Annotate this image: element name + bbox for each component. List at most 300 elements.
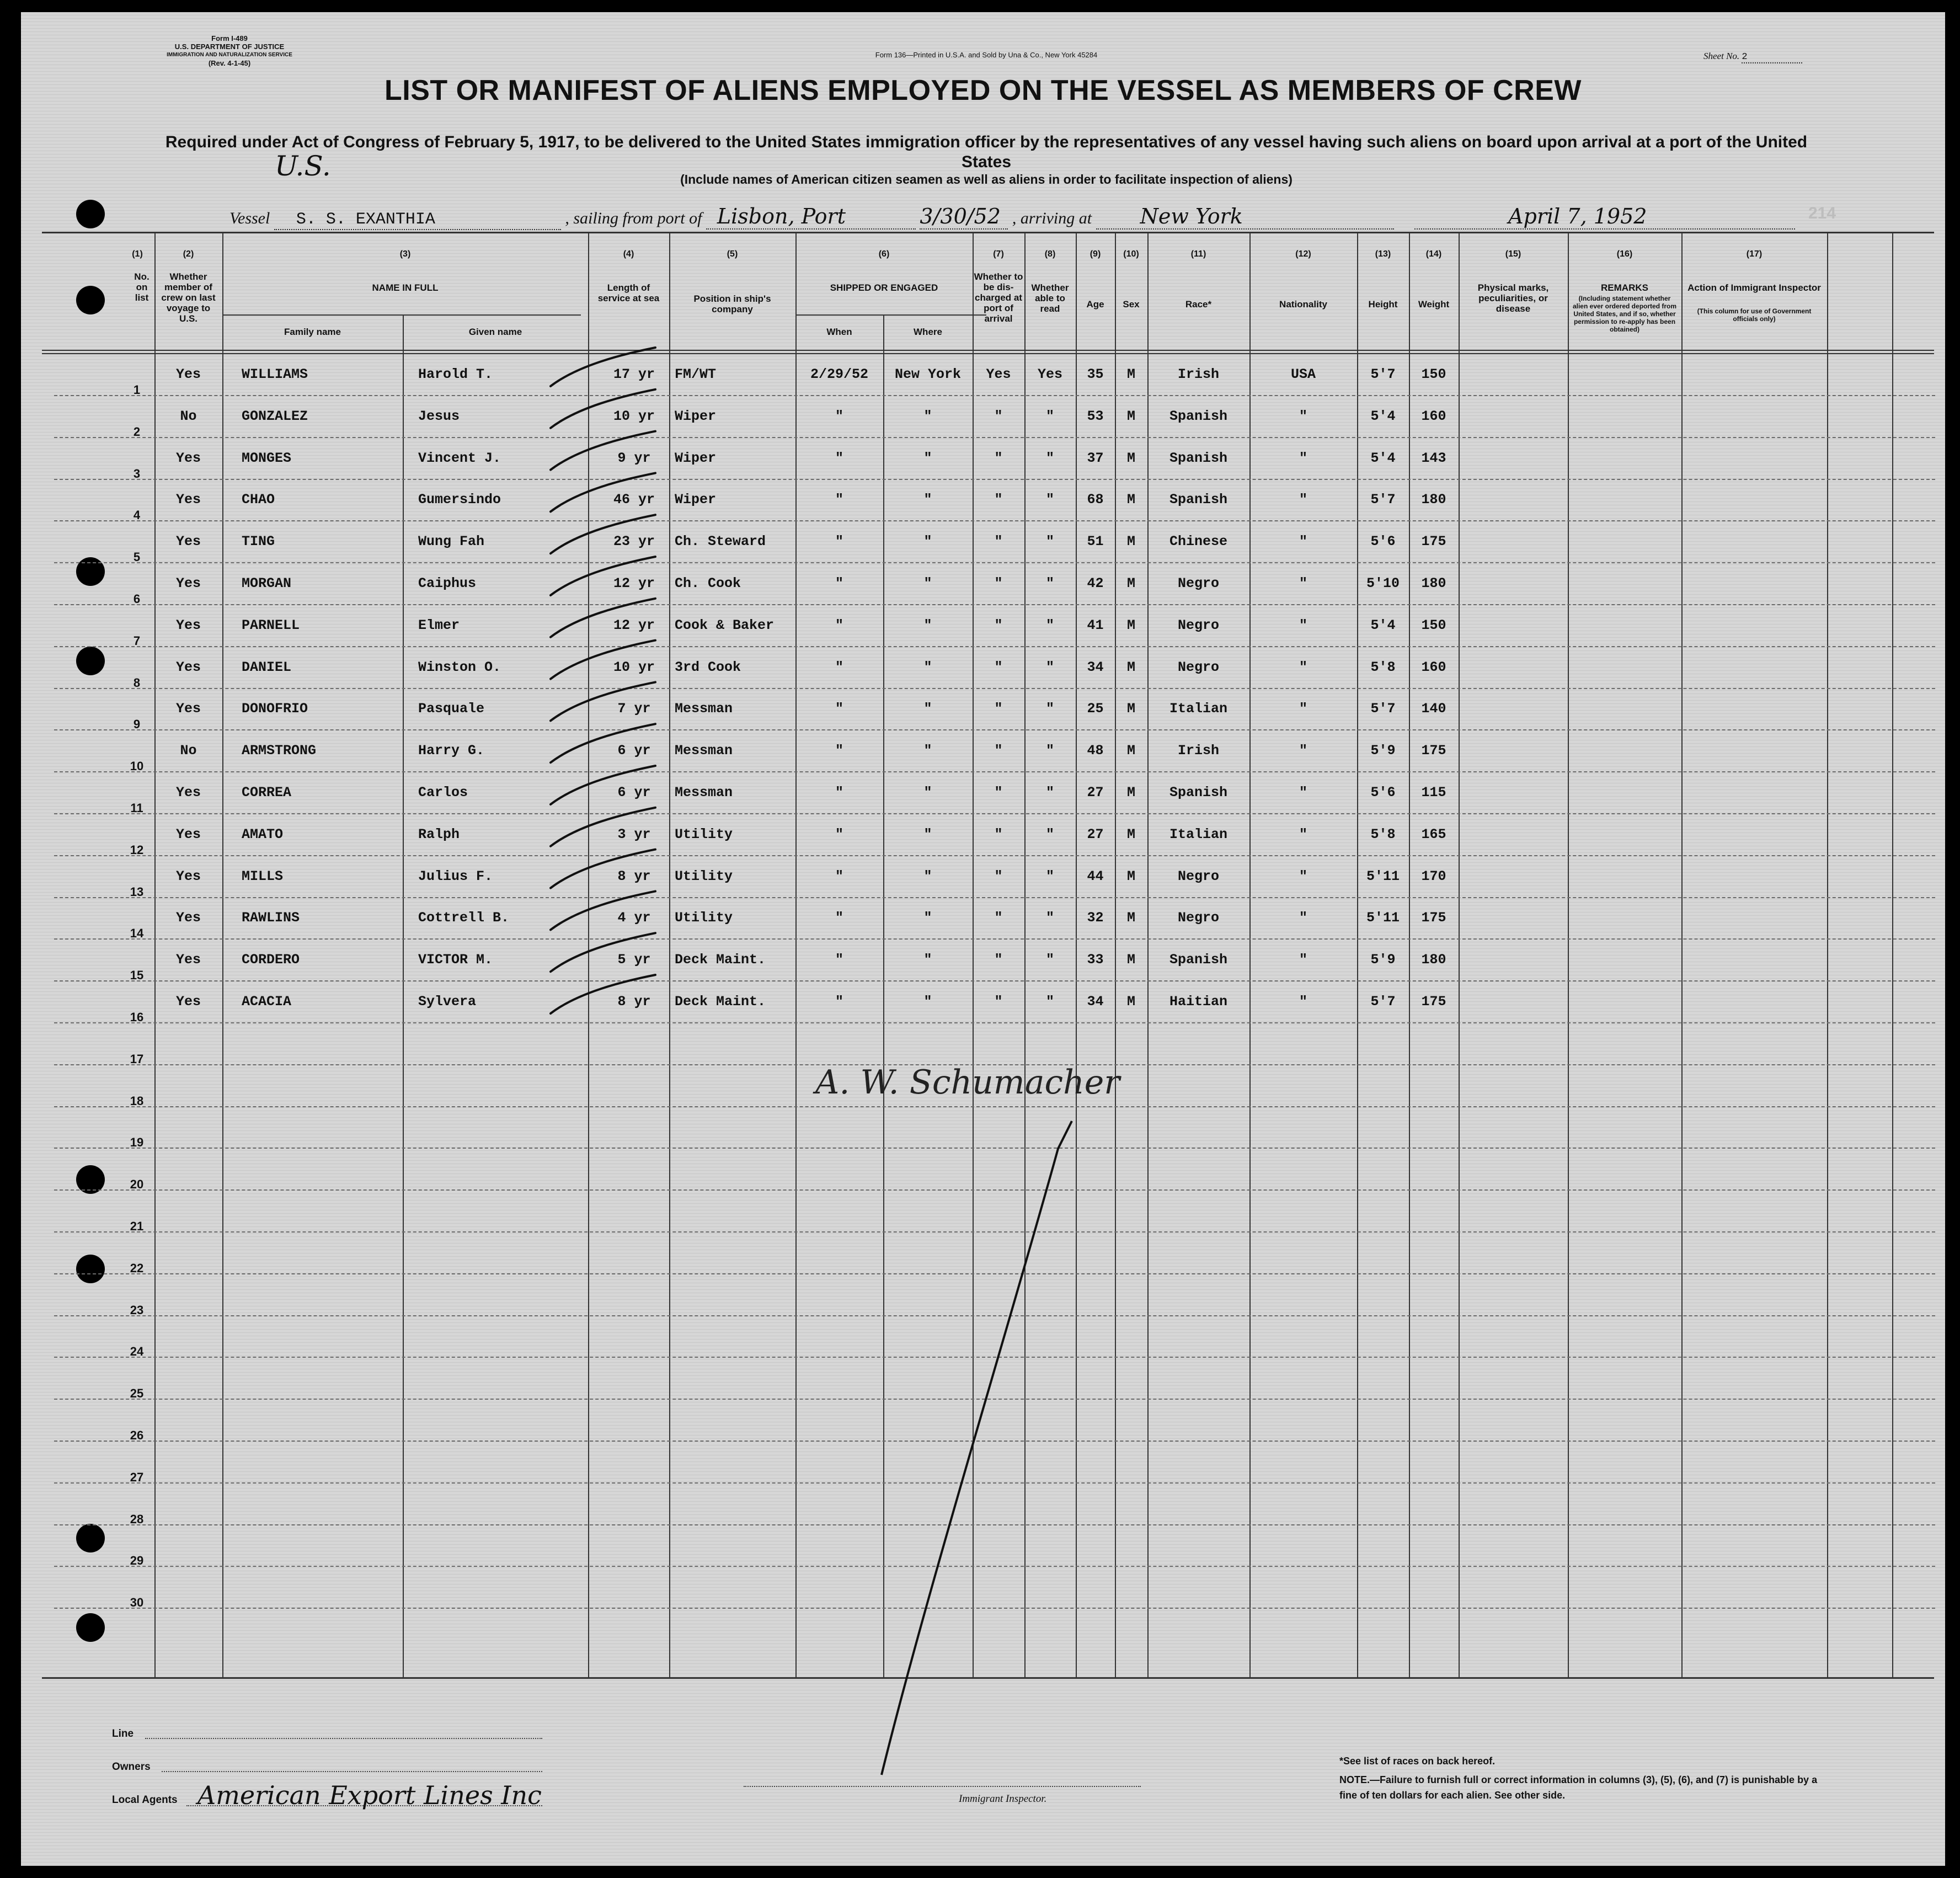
cell-age: 42 bbox=[1087, 575, 1104, 591]
vessel-name: S. S. EXANTHIA bbox=[274, 210, 561, 230]
races-note: *See list of races on back hereof. bbox=[1339, 1756, 1496, 1767]
cell-weight: 180 bbox=[1421, 575, 1446, 591]
cell-where: New York bbox=[894, 366, 962, 382]
agent-signature: American Export Lines Inc bbox=[197, 1780, 542, 1810]
page-stamp: 214 bbox=[1808, 204, 1836, 222]
row-number: 3 bbox=[133, 466, 141, 481]
row-number: 14 bbox=[130, 926, 144, 941]
subheader-when: When bbox=[826, 327, 852, 337]
cell-position: Utility bbox=[675, 910, 733, 926]
cell-sex: M bbox=[1126, 826, 1135, 842]
cell-discharged: " bbox=[994, 533, 1003, 550]
check-stroke bbox=[551, 348, 655, 386]
cell-discharged: " bbox=[994, 701, 1003, 717]
cell-height: 5'6 bbox=[1370, 533, 1396, 550]
cell-sex: M bbox=[1126, 408, 1135, 424]
col-num-7: (7) bbox=[993, 249, 1004, 259]
cell-weight: 170 bbox=[1421, 868, 1446, 884]
cell-where: " bbox=[923, 450, 932, 466]
cell-crew: Yes bbox=[175, 617, 201, 633]
sheet-label: Sheet No. bbox=[1703, 51, 1740, 61]
cell-position: FM/WT bbox=[675, 366, 717, 382]
cell-when: " bbox=[835, 450, 843, 466]
cell-read: Yes bbox=[1037, 366, 1062, 382]
cell-read: " bbox=[1045, 826, 1054, 842]
cell-race: Negro bbox=[1177, 575, 1219, 591]
cell-given: Cottrell B. bbox=[418, 910, 510, 926]
cell-read: " bbox=[1045, 450, 1054, 466]
check-stroke bbox=[551, 431, 655, 470]
cell-weight: 115 bbox=[1421, 785, 1446, 801]
cell-weight: 160 bbox=[1421, 659, 1446, 675]
cell-discharged: " bbox=[994, 785, 1003, 801]
row-number: 6 bbox=[133, 592, 141, 606]
cell-nationality: " bbox=[1299, 575, 1307, 591]
col-header-race: Race* bbox=[1185, 299, 1212, 310]
cell-read: " bbox=[1045, 617, 1054, 633]
cell-family: WILLIAMS bbox=[242, 366, 308, 382]
col-header-read: Whether able to read bbox=[1031, 282, 1069, 314]
cell-read: " bbox=[1045, 533, 1054, 550]
cell-sex: M bbox=[1126, 701, 1135, 717]
col-header-action: Action of Immigrant Inspector bbox=[1687, 282, 1821, 293]
check-stroke bbox=[551, 891, 655, 930]
cell-service: 8 yr bbox=[617, 868, 651, 884]
row-number: 18 bbox=[130, 1093, 144, 1108]
col-header-remarks: REMARKS bbox=[1601, 282, 1648, 293]
cell-where: " bbox=[923, 701, 932, 717]
col-num-10: (10) bbox=[1123, 249, 1139, 259]
cell-height: 5'7 bbox=[1370, 701, 1396, 717]
cell-age: 34 bbox=[1087, 659, 1104, 675]
cell-height: 5'10 bbox=[1366, 575, 1400, 591]
cell-given: Vincent J. bbox=[418, 450, 501, 466]
cell-race: Spanish bbox=[1169, 785, 1228, 801]
row-number: 17 bbox=[130, 1052, 144, 1066]
col-num-13: (13) bbox=[1375, 249, 1391, 259]
cell-when: " bbox=[835, 743, 843, 759]
cell-when: " bbox=[835, 533, 843, 550]
cell-given: Carlos bbox=[418, 785, 468, 801]
cell-service: 12 yr bbox=[613, 617, 655, 633]
row-number: 23 bbox=[130, 1303, 144, 1317]
cell-height: 5'4 bbox=[1370, 617, 1396, 633]
form-number: Form I-489 bbox=[211, 34, 248, 42]
revision: (Rev. 4-1-45) bbox=[208, 59, 251, 67]
cell-sex: M bbox=[1126, 994, 1135, 1010]
cell-when: " bbox=[835, 868, 843, 884]
cell-position: Messman bbox=[675, 743, 733, 759]
cell-position: Ch. Steward bbox=[675, 533, 766, 550]
cell-where: " bbox=[923, 492, 932, 508]
cell-read: " bbox=[1045, 701, 1054, 717]
cell-height: 5'4 bbox=[1370, 408, 1396, 424]
cell-sex: M bbox=[1126, 659, 1135, 675]
row-number: 27 bbox=[130, 1470, 144, 1484]
cell-service: 8 yr bbox=[617, 994, 651, 1010]
cell-discharged: " bbox=[994, 952, 1003, 968]
cell-family: DANIEL bbox=[242, 659, 292, 675]
cell-height: 5'9 bbox=[1370, 743, 1396, 759]
row-number: 24 bbox=[130, 1345, 144, 1359]
cell-nationality: " bbox=[1299, 785, 1307, 801]
cell-crew: Yes bbox=[175, 826, 201, 842]
cell-read: " bbox=[1045, 659, 1054, 675]
row-number: 30 bbox=[130, 1596, 144, 1610]
row-number: 5 bbox=[133, 550, 141, 564]
vessel-label: Vessel bbox=[229, 209, 270, 227]
cell-crew: Yes bbox=[175, 868, 201, 884]
row-number: 29 bbox=[130, 1554, 144, 1568]
cell-height: 5'7 bbox=[1370, 994, 1396, 1010]
cell-service: 7 yr bbox=[617, 701, 651, 717]
col-num-4: (4) bbox=[623, 249, 634, 259]
cell-weight: 160 bbox=[1421, 408, 1446, 424]
cell-position: Messman bbox=[675, 785, 733, 801]
cell-weight: 175 bbox=[1421, 533, 1446, 550]
check-stroke bbox=[551, 724, 655, 762]
row-number: 26 bbox=[130, 1428, 144, 1442]
row-number: 22 bbox=[130, 1261, 144, 1275]
cell-service: 23 yr bbox=[613, 533, 655, 550]
cell-family: MONGES bbox=[242, 450, 292, 466]
cell-age: 48 bbox=[1087, 743, 1104, 759]
cell-race: Negro bbox=[1177, 910, 1219, 926]
sailing-label: , sailing from port of bbox=[565, 209, 702, 227]
penalty-note: NOTE.—Failure to furnish full or correct information in columns (3), (5), (6), and (7) is punishable by a fine of ten dollars for each alien. See other side. bbox=[1339, 1774, 1818, 1801]
check-stroke bbox=[551, 766, 655, 804]
service: IMMIGRATION AND NATURALIZATION SERVICE bbox=[167, 52, 292, 58]
col-num-8: (8) bbox=[1044, 249, 1056, 259]
cell-height: 5'11 bbox=[1366, 910, 1400, 926]
cell-when: " bbox=[835, 910, 843, 926]
cell-discharged: " bbox=[994, 826, 1003, 842]
col-num-6: (6) bbox=[878, 249, 890, 259]
cell-crew: Yes bbox=[175, 366, 201, 382]
row-number: 16 bbox=[130, 1010, 144, 1024]
row-number: 13 bbox=[130, 884, 144, 899]
cell-service: 6 yr bbox=[617, 785, 651, 801]
cell-when: " bbox=[835, 617, 843, 633]
check-stroke bbox=[551, 975, 655, 1013]
col-header-physical: Physical marks, peculiarities, or disease bbox=[1477, 282, 1549, 314]
cell-age: 44 bbox=[1087, 868, 1104, 884]
cell-where: " bbox=[923, 617, 932, 633]
sailing-port: Lisbon, Port bbox=[706, 204, 916, 230]
cell-height: 5'7 bbox=[1370, 492, 1396, 508]
subheader-where: Where bbox=[914, 327, 942, 337]
cell-sex: M bbox=[1126, 952, 1135, 968]
line-field bbox=[145, 1738, 542, 1739]
cell-weight: 140 bbox=[1421, 701, 1446, 717]
cell-sex: M bbox=[1126, 492, 1135, 508]
col-header-sex: Sex bbox=[1123, 299, 1140, 310]
cell-where: " bbox=[923, 533, 932, 550]
cell-nationality: " bbox=[1299, 659, 1307, 675]
manifest-sheet bbox=[21, 12, 1945, 1866]
cell-race: Spanish bbox=[1169, 952, 1228, 968]
cell-sex: M bbox=[1126, 743, 1135, 759]
cell-given: Ralph bbox=[418, 826, 460, 842]
col-header-service: Length of service at sea bbox=[597, 282, 660, 303]
cell-nationality: " bbox=[1299, 617, 1307, 633]
col-num-3: (3) bbox=[399, 249, 411, 259]
check-stroke bbox=[551, 390, 655, 428]
cell-position: Utility bbox=[675, 868, 733, 884]
cell-given: Harold T. bbox=[418, 366, 493, 382]
cell-sex: M bbox=[1126, 533, 1135, 550]
cell-age: 34 bbox=[1087, 994, 1104, 1010]
cell-height: 5'9 bbox=[1370, 952, 1396, 968]
cell-given: Harry G. bbox=[418, 743, 485, 759]
cell-crew: Yes bbox=[175, 533, 201, 550]
col-num-14: (14) bbox=[1425, 249, 1442, 259]
cell-read: " bbox=[1045, 575, 1054, 591]
cell-discharged: " bbox=[994, 994, 1003, 1010]
cell-read: " bbox=[1045, 785, 1054, 801]
sailing-date: 3/30/52 bbox=[920, 204, 1008, 230]
cell-nationality: " bbox=[1299, 533, 1307, 550]
cell-read: " bbox=[1045, 868, 1054, 884]
cell-position: 3rd Cook bbox=[675, 659, 741, 675]
col-header-height: Height bbox=[1368, 299, 1398, 310]
cell-height: 5'8 bbox=[1370, 659, 1396, 675]
cell-race: Spanish bbox=[1169, 408, 1228, 424]
cell-family: CORDERO bbox=[242, 952, 300, 968]
cell-read: " bbox=[1045, 910, 1054, 926]
cell-when: " bbox=[835, 492, 843, 508]
row-number: 8 bbox=[133, 675, 141, 690]
cell-weight: 150 bbox=[1421, 366, 1446, 382]
inspector-label: Immigrant Inspector. bbox=[959, 1793, 1047, 1805]
cell-when: " bbox=[835, 826, 843, 842]
col-header-crew: Whether member of crew on last voyage to U.S. bbox=[161, 271, 216, 324]
cell-family: CORREA bbox=[242, 785, 292, 801]
cell-given: Winston O. bbox=[418, 659, 501, 675]
cell-service: 3 yr bbox=[617, 826, 651, 842]
cell-given: Gumersindo bbox=[418, 492, 501, 508]
cell-crew: Yes bbox=[175, 785, 201, 801]
col-header-no: No. on list bbox=[134, 271, 149, 303]
col-header-name: NAME IN FULL bbox=[372, 282, 439, 293]
cell-crew: Yes bbox=[175, 575, 201, 591]
cell-age: 51 bbox=[1087, 533, 1104, 550]
cell-discharged: " bbox=[994, 408, 1003, 424]
cell-where: " bbox=[923, 575, 932, 591]
cell-sex: M bbox=[1126, 450, 1135, 466]
row-number: 1 bbox=[133, 383, 141, 397]
cell-family: GONZALEZ bbox=[242, 408, 308, 424]
cell-where: " bbox=[923, 743, 932, 759]
cell-crew: Yes bbox=[175, 450, 201, 466]
cell-service: 10 yr bbox=[613, 408, 655, 424]
col-num-5: (5) bbox=[727, 249, 738, 259]
cell-where: " bbox=[923, 826, 932, 842]
arriving-label: , arriving at bbox=[1012, 209, 1092, 227]
col-header-weight: Weight bbox=[1418, 299, 1450, 310]
cell-nationality: " bbox=[1299, 910, 1307, 926]
cell-discharged: " bbox=[994, 492, 1003, 508]
action-note: (This column for use of Government officials only) bbox=[1697, 307, 1812, 323]
cell-sex: M bbox=[1126, 366, 1135, 382]
cell-sex: M bbox=[1126, 910, 1135, 926]
arrival-date: April 7, 1952 bbox=[1414, 204, 1795, 230]
cell-service: 9 yr bbox=[617, 450, 651, 466]
cell-height: 5'4 bbox=[1370, 450, 1396, 466]
cell-age: 53 bbox=[1087, 408, 1104, 424]
cell-given: Julius F. bbox=[418, 868, 493, 884]
row-number: 12 bbox=[130, 842, 144, 857]
subheader-family: Family name bbox=[284, 327, 341, 337]
col-num-15: (15) bbox=[1505, 249, 1521, 259]
col-num-17: (17) bbox=[1746, 249, 1763, 259]
cell-family: PARNELL bbox=[242, 617, 300, 633]
cell-weight: 143 bbox=[1421, 450, 1446, 466]
cell-family: DONOFRIO bbox=[242, 701, 308, 717]
cell-sex: M bbox=[1126, 617, 1135, 633]
include-note: (Include names of American citizen seamen as well as aliens in order to facilitate inspection of aliens) bbox=[680, 172, 1293, 186]
cell-where: " bbox=[923, 868, 932, 884]
cell-position: Deck Maint. bbox=[675, 994, 766, 1010]
check-stroke bbox=[551, 599, 655, 637]
cell-given: Elmer bbox=[418, 617, 460, 633]
cell-crew: Yes bbox=[175, 994, 201, 1010]
cell-position: Cook & Baker bbox=[675, 617, 775, 633]
cell-family: MILLS bbox=[242, 868, 284, 884]
cell-sex: M bbox=[1126, 575, 1135, 591]
cell-crew: Yes bbox=[175, 492, 201, 508]
col-num-12: (12) bbox=[1295, 249, 1311, 259]
cell-race: Italian bbox=[1169, 701, 1228, 717]
cell-weight: 180 bbox=[1421, 492, 1446, 508]
cell-where: " bbox=[923, 785, 932, 801]
cell-weight: 175 bbox=[1421, 743, 1446, 759]
cell-height: 5'8 bbox=[1370, 826, 1396, 842]
cell-sex: M bbox=[1126, 868, 1135, 884]
cell-service: 17 yr bbox=[613, 366, 655, 382]
cell-crew: No bbox=[180, 408, 197, 424]
cell-discharged: " bbox=[994, 617, 1003, 633]
cell-service: 10 yr bbox=[613, 659, 655, 675]
cell-race: Negro bbox=[1177, 659, 1219, 675]
cell-age: 37 bbox=[1087, 450, 1104, 466]
row-number: 20 bbox=[130, 1177, 144, 1192]
cell-given: Jesus bbox=[418, 408, 460, 424]
department: U.S. DEPARTMENT OF JUSTICE bbox=[174, 42, 285, 51]
cell-where: " bbox=[923, 408, 932, 424]
cell-race: Haitian bbox=[1169, 994, 1228, 1010]
col-num-11: (11) bbox=[1190, 249, 1206, 259]
col-header-position: Position in ship's company bbox=[693, 294, 771, 314]
cell-given: Caiphus bbox=[418, 575, 477, 591]
col-header-age: Age bbox=[1086, 299, 1104, 310]
owners-label: Owners bbox=[112, 1761, 151, 1773]
cell-weight: 175 bbox=[1421, 910, 1446, 926]
row-number: 15 bbox=[130, 968, 144, 983]
cell-age: 32 bbox=[1087, 910, 1104, 926]
row-number: 7 bbox=[133, 633, 141, 648]
cell-height: 5'11 bbox=[1366, 868, 1400, 884]
cell-read: " bbox=[1045, 492, 1054, 508]
cell-weight: 150 bbox=[1421, 617, 1446, 633]
cell-race: Chinese bbox=[1169, 533, 1228, 550]
row-number: 25 bbox=[130, 1386, 144, 1401]
cell-nationality: " bbox=[1299, 994, 1307, 1010]
cell-age: 68 bbox=[1087, 492, 1104, 508]
cell-race: Irish bbox=[1177, 366, 1219, 382]
cell-crew: Yes bbox=[175, 910, 201, 926]
cell-discharged: " bbox=[994, 659, 1003, 675]
cell-position: Wiper bbox=[675, 492, 717, 508]
cell-when: " bbox=[835, 575, 843, 591]
row-number: 28 bbox=[130, 1512, 144, 1526]
row-number: 19 bbox=[130, 1135, 144, 1150]
cell-discharged: Yes bbox=[986, 366, 1011, 382]
cell-when: " bbox=[835, 408, 843, 424]
cell-nationality: USA bbox=[1290, 366, 1316, 382]
inspector-signature: A. W. Schumacher bbox=[815, 1063, 1120, 1102]
cell-race: Spanish bbox=[1169, 492, 1228, 508]
cell-height: 5'6 bbox=[1370, 785, 1396, 801]
cell-weight: 165 bbox=[1421, 826, 1446, 842]
cell-weight: 175 bbox=[1421, 994, 1446, 1010]
cell-family: AMATO bbox=[242, 826, 284, 842]
cell-family: MORGAN bbox=[242, 575, 292, 591]
cell-position: Deck Maint. bbox=[675, 952, 766, 968]
col-header-shipped: SHIPPED OR ENGAGED bbox=[830, 282, 938, 293]
cell-when: " bbox=[835, 659, 843, 675]
cell-nationality: " bbox=[1299, 450, 1307, 466]
cell-height: 5'7 bbox=[1370, 366, 1396, 382]
cell-nationality: " bbox=[1299, 701, 1307, 717]
cell-age: 25 bbox=[1087, 701, 1104, 717]
cell-nationality: " bbox=[1299, 826, 1307, 842]
col-num-1: (1) bbox=[132, 249, 143, 259]
cell-read: " bbox=[1045, 994, 1054, 1010]
cell-when: " bbox=[835, 994, 843, 1010]
cell-when: " bbox=[835, 952, 843, 968]
cell-service: 12 yr bbox=[613, 575, 655, 591]
cell-position: Wiper bbox=[675, 408, 717, 424]
row-number: 11 bbox=[130, 801, 143, 815]
cell-service: 4 yr bbox=[617, 910, 651, 926]
cell-race: Irish bbox=[1177, 743, 1219, 759]
cell-nationality: " bbox=[1299, 408, 1307, 424]
check-stroke bbox=[551, 473, 655, 511]
cell-family: ARMSTRONG bbox=[242, 743, 317, 759]
cell-given: Pasquale bbox=[418, 701, 485, 717]
subheader-given: Given name bbox=[468, 327, 522, 337]
remarks-note: (Including statement whether alien ever ordered deported from United States, and if so, whether permission to re-apply has been obtained) bbox=[1572, 295, 1677, 333]
cell-where: " bbox=[923, 659, 932, 675]
row-number: 21 bbox=[130, 1219, 144, 1233]
check-stroke bbox=[551, 933, 655, 972]
row-number: 2 bbox=[133, 424, 141, 439]
pen-strokes bbox=[21, 12, 1945, 1866]
line-label: Line bbox=[112, 1728, 134, 1740]
cell-read: " bbox=[1045, 743, 1054, 759]
sheet-value: 2 bbox=[1742, 52, 1802, 63]
cell-race: Negro bbox=[1177, 617, 1219, 633]
cell-discharged: " bbox=[994, 868, 1003, 884]
cell-when: 2/29/52 bbox=[810, 366, 869, 382]
cell-family: TING bbox=[242, 533, 275, 550]
cell-read: " bbox=[1045, 408, 1054, 424]
cell-discharged: " bbox=[994, 450, 1003, 466]
inspector-signature-stroke bbox=[882, 1121, 1072, 1775]
cell-family: RAWLINS bbox=[242, 910, 300, 926]
row-number: 4 bbox=[133, 508, 141, 522]
